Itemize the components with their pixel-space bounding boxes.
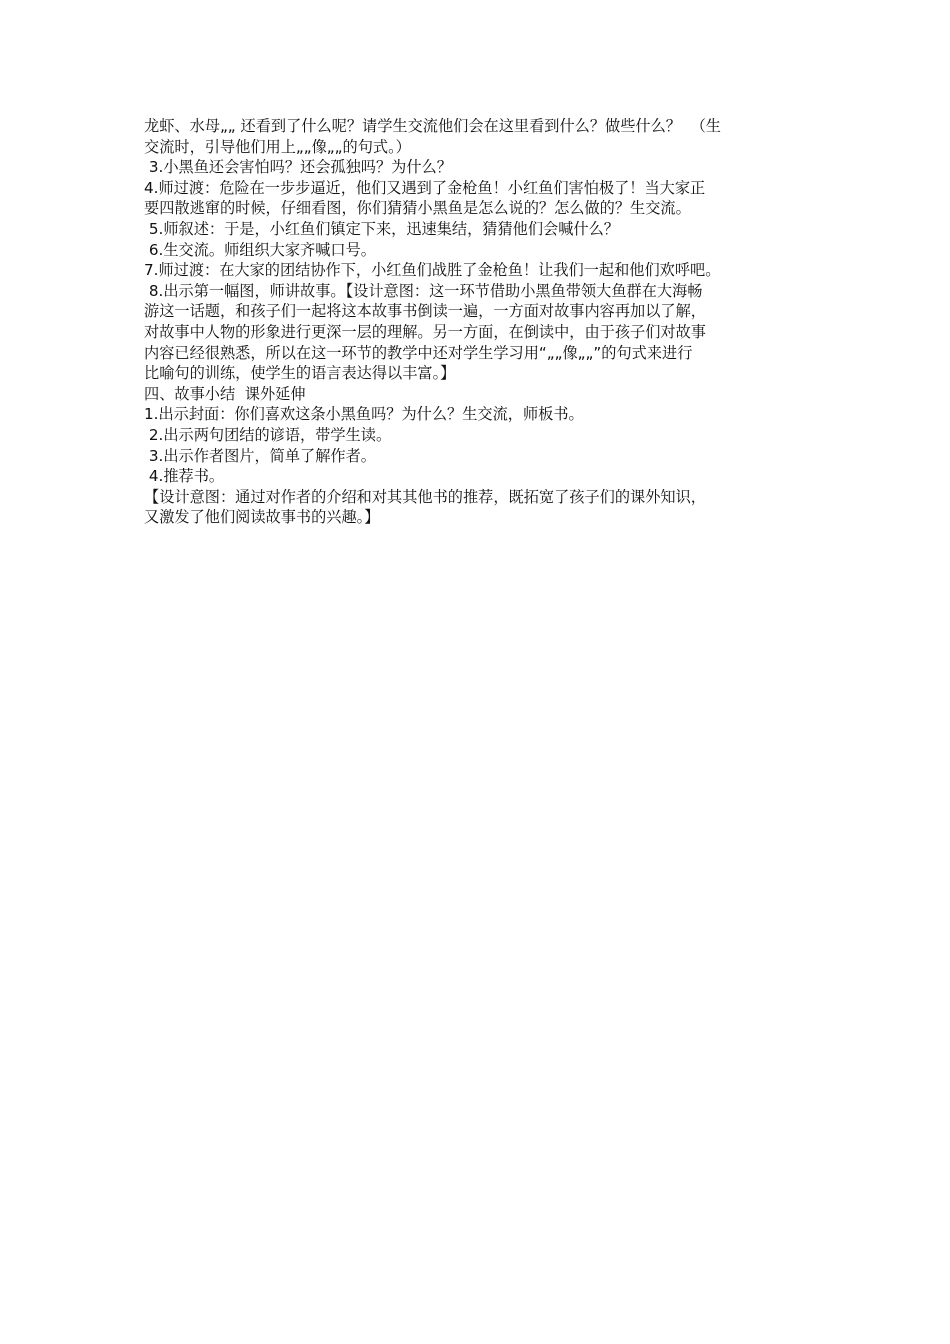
text-line: 7.师过渡：在大家的团结协作下，小红鱼们战胜了金枪鱼！让我们一起和他们欢呼吧。 xyxy=(144,261,721,280)
text-line: 4.师过渡：危险在一步步逼近，他们又遇到了金枪鱼！小红鱼们害怕极了！当大家正 xyxy=(144,178,706,197)
section-heading: 四、故事小结 课外延伸 xyxy=(144,384,306,403)
text-line: 1.出示封面：你们喜欢这条小黑鱼吗？为什么？生交流，师板书。 xyxy=(144,405,584,424)
text-line: 内容已经很熟悉，所以在这一环节的教学中还对学生学习用“„„像„„”的句式来进行 xyxy=(144,343,693,362)
text-line: 3.小黑鱼还会害怕吗？还会孤独吗？为什么？ xyxy=(144,158,452,177)
text-line: 6.生交流。师组织大家齐喊口号。 xyxy=(144,240,376,259)
text-line: 要四散逃窜的时候，仔细看图，你们猜猜小黑鱼是怎么说的？怎么做的？生交流。 xyxy=(144,199,691,218)
text-line: 【设计意图：通过对作者的介绍和对其其他书的推荐，既拓宽了孩子们的课外知识， xyxy=(144,487,706,506)
text-line: 4.推荐书。 xyxy=(144,467,225,486)
text-line: 3.出示作者图片，简单了解作者。 xyxy=(144,446,376,465)
text-line: 交流时，引导他们用上„„像„„的句式。） xyxy=(144,137,411,156)
text-line: 对故事中人物的形象进行更深一层的理解。另一方面，在倒读中，由于孩子们对故事 xyxy=(144,322,706,341)
text-line: 比喻句的训练，使学生的语言表达得以丰富。】 xyxy=(144,364,456,383)
text-line: 2.出示两句团结的谚语，带学生读。 xyxy=(144,425,392,444)
document-body xyxy=(144,116,808,528)
text-line: 游这一话题，和孩子们一起将这本故事书倒读一遍，一方面对故事内容再加以了解， xyxy=(144,302,706,321)
text-line: 龙虾、水母„„ 还看到了什么呢？请学生交流他们会在这里看到什么？做些什么？ （生 xyxy=(144,117,721,135)
text-line: 8.出示第一幅图，师讲故事。【设计意图：这一环节借助小黑鱼带领大鱼群在大海畅 xyxy=(144,281,703,300)
text-line: 又激发了他们阅读故事书的兴趣。】 xyxy=(144,508,380,527)
text-line: 5.师叙述：于是，小红鱼们镇定下来，迅速集结，猜猜他们会喊什么？ xyxy=(144,219,619,238)
